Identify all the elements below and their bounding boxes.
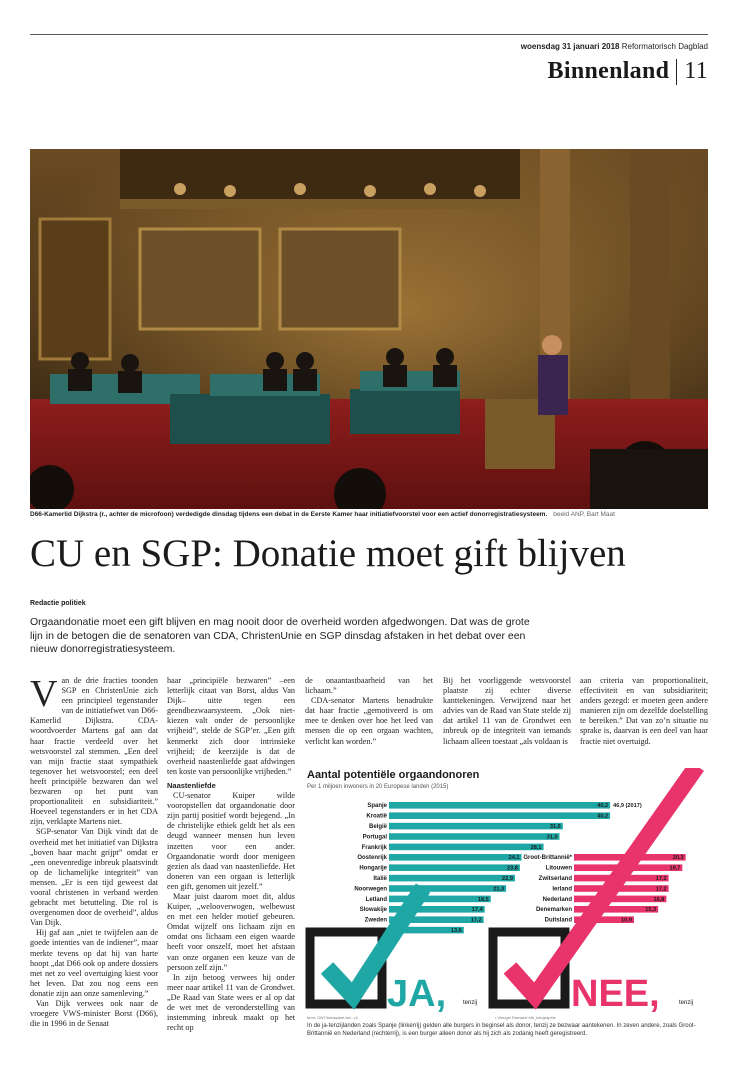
nee-bar-label-6: Denemarken (535, 907, 572, 914)
bar-ja-7 (389, 864, 520, 871)
nee-suffix: tenzij (679, 1000, 694, 1006)
article-column-1 (30, 673, 158, 1029)
annotation-1: 46,9 (2017) (613, 803, 642, 810)
source-left: bron: ONT/transplant.be/...nl (307, 1015, 358, 1020)
bar-label-12: Zweden (364, 917, 387, 924)
bar-value-7: 23,8 (507, 865, 518, 872)
article-column-5 (580, 676, 708, 747)
chart-subtitle: Per 1 miljoen inwoners in 20 Europese landen (2015) (307, 784, 449, 790)
subheading: Naastenliefde (167, 780, 216, 790)
nee-bar-value-6: 15,3 (645, 907, 657, 914)
infographic-svg (305, 768, 708, 1058)
bar-value-2: 40,2 (597, 813, 609, 820)
bar-ja-1 (389, 802, 610, 809)
nee-bar-value-7: 10,9 (621, 917, 632, 924)
bar-label-3: België (368, 824, 387, 830)
ja-suffix: tenzij (463, 1000, 478, 1006)
bar-value-12: 17,2 (470, 917, 482, 924)
photo-credit: beeld ANP, Bart Maat (553, 511, 615, 518)
bar-ja-6 (389, 854, 522, 861)
bar-label-7: Hongarije (359, 865, 387, 872)
ja-label: JA, (387, 973, 447, 1015)
section-name: Binnenland (547, 58, 670, 84)
section-header (548, 58, 708, 85)
nee-bar-label-5: Nederland (542, 896, 572, 903)
col1-paragraph-4: Van Dijk verwees ook naar de vroegere VWS-minister Borst (D66), die in 1996 in de Senaat (30, 999, 158, 1029)
nee-bar-label-1: Groot-Brittannië* (523, 855, 572, 862)
nee-bar-value-5: 16,8 (653, 896, 665, 903)
bar-value-9: 21,3 (493, 886, 505, 893)
nee-bar-label-7: Duitsland (544, 917, 572, 924)
bar-ja-10 (389, 896, 491, 903)
col3-paragraph-1: de onaantastbaarheid van het lichaam.” (305, 676, 433, 696)
col2-paragraph-3: Maar juist daarom moet dit, aldus Kuiper, „welooverwogen, welbewust en met een helder motief gebeuren. Omdat wijzelf ons lichaam zijn en omdat ons lichaam een eigen waarde heeft voor onszelf, moet het afstaan van onze organen een keuze van de persoon zelf zijn.” (167, 891, 295, 972)
bar-value-8: 22,9 (502, 876, 513, 882)
article-column-4 (443, 676, 571, 747)
bar-label-8: Italië (373, 876, 387, 882)
bar-ja-8 (389, 875, 515, 882)
bar-ja-2 (389, 812, 610, 819)
bar-ja-3 (389, 823, 563, 830)
bar-label-13: Polen (370, 928, 387, 934)
nee-bar-value-1: 20,3 (672, 855, 684, 862)
chart-footnote: In de ja-tenzijlanden zoals Spanje (linkerrij) gelden alle burgers in beginsel als donor, tenzij ze bezwaar aantekenen. In zeven andere, zoals Groot-Brittannië en Nederland (rechterrij), is een burger alleen donor als hij zich als zodanig heeft geregistreerd. (307, 1023, 696, 1037)
drop-cap: V (30, 673, 58, 715)
bar-value-3: 31,6 (549, 824, 561, 830)
bar-value-5: 28,1 (530, 844, 542, 851)
bar-label-5: Frankrijk (361, 844, 387, 851)
article-intro: Orgaandonatie moet een gift blijven en mag nooit door de overheid worden afgedwongen. Dat was de grote lijn in de betogen die de senatoren van CDA, ChristenUnie en SGP dinsdag afstaken in het debat over een nieuw donorregistratiesysteem. (30, 616, 530, 656)
bar-ja-4 (389, 833, 560, 840)
col2-paragraph-4: In zijn betoog verwees hij onder meer naar artikel 11 van de Grondwet. „De Raad van State wees er al op dat de wet met de veronderstelling van instemming inbreuk maakt op het recht op (167, 972, 295, 1033)
source-right: • Vleugel Ramaert /dh_infographic (495, 1015, 556, 1020)
page-number: 11 (684, 58, 708, 84)
article-column-3 (305, 676, 433, 747)
senate-debate-photo (30, 149, 708, 509)
bar-label-9: Noorwegen (354, 886, 387, 893)
nee-bar-label-4: Ierland (552, 886, 572, 893)
col2-paragraph-2: CU-senator Kuiper wilde vooropstellen dat orgaandonatie door zijn partij positief wordt bejegend. „In de christelijke ethiek geldt het als een deugd wanneer mensen hun leven inzetten voor een ander. Orgaandonatie wordt door menigeen gezien als daad van naastenliefde. Het doneren van een orgaan is letterlijk een gift, genomen uit jezelf.” (167, 791, 295, 891)
section-divider (676, 59, 677, 85)
bar-label-2: Kroatië (366, 813, 387, 820)
bar-value-1: 40,2 (597, 803, 609, 810)
bar-label-1: Spanje (367, 803, 387, 810)
col3-paragraph-2: CDA-senator Martens benadrukte dat haar fractie „gemotiveerd is om mee te denken over hoe het leed van mensen die op een orgaan wachten, verlicht kan worden.” (305, 696, 433, 746)
article-headline: CU en SGP: Donatie moet gift blijven (30, 532, 626, 575)
bar-value-10: 18,5 (477, 896, 489, 903)
organ-donor-infographic (305, 768, 708, 1058)
bar-value-4: 31,0 (546, 834, 558, 841)
newspaper-name: Reformatorisch Dagblad (621, 42, 708, 51)
nee-label: NEE, (571, 973, 660, 1015)
bar-label-11: Slowakije (359, 907, 387, 914)
bar-value-11: 17,4 (471, 907, 483, 914)
bar-value-13: 13,6 (450, 928, 462, 934)
bar-value-6: 24,1 (508, 855, 520, 862)
nee-bar-value-2: 19,7 (669, 865, 681, 872)
col1-paragraph-1: an de drie fracties toonden SGP en ChristenUnie zich een principieel tegenstander van de initiatiefwet van D66-Kamerlid Dijkstra. CDA-woordvoerder Martens gaf aan dat haar fractie verdeeld over het wetsvoorstel zal stemmen. „Een deel van mijn fractie staat sympathiek tegenover het wetsvoorstel; een deel heeft principiële bezwaren dan wel bezwaren op het punt van proportionaliteit en subsidiariteit.” Hoeveel tegenstanders er in het CDA zijn, verklapte Martens niet. (30, 676, 158, 827)
col5-paragraph-1: aan criteria van proportionaliteit, effectiviteit en van subsidiariteit; anders gezegd: er moeten geen andere manieren zijn om dezelfde doelstelling te bereiken.” Dat van zo’n situatie nu sprake is, daarvan is een deel van haar fractie niet overtuigd. (580, 676, 708, 746)
article-byline: Redactie politiek (30, 600, 86, 607)
article-column-2 (167, 676, 295, 1033)
photo-caption (30, 511, 708, 518)
col2-paragraph-1: haar „principiële bezwaren” –een letterlijk citaat van Borst, aldus Van Dijk– uitte tegen een geendbezwaarsysteem. „Ook niet-kiezen valt onder de persoonlijke vrijheid”, stelde de SGP’er. „Een gift kenmerkt zich door intrinsieke vrijheid; de keerzijde is dat de overheid naastenliefde gaat afdwingen ten koste van persoonlijke vrijheden.” (167, 676, 295, 776)
top-rule (30, 34, 708, 35)
chart-title: Aantal potentiële orgaandonoren (307, 769, 480, 781)
col1-paragraph-3: Hij gaf aan „niet te twijfelen aan de goede intenties van de indiener”, maar merkte tevens op dat hij van harte hoopt „dat D66 ook op andere dossiers met net zo veel overtuiging kiest voor het leven. Dat zou nog eens een donatie zijn aan onze samenleving.” (30, 928, 158, 998)
bar-ja-5 (389, 844, 544, 851)
bar-label-10: Letland (365, 896, 387, 903)
nee-bar-value-3: 17,2 (655, 876, 667, 882)
nee-bar-label-2: Litouwen (545, 865, 572, 872)
photo-illustration (30, 149, 708, 509)
issue-date: woensdag 31 januari 2018 (520, 42, 620, 51)
col4-paragraph-1: Bij het voorliggende wetsvoorstel plaatste zij echter diverse kanttekeningen. Verwijzend naar het advies van de Raad van State stelde zij dat artikel 11 van de Grondwet een inbreuk op de integriteit van iemands lichaam alleen toestaat „als voldaan is (443, 676, 571, 746)
col1-paragraph-2: SGP-senator Van Dijk vindt dat de overheid met het initiatief van Dijkstra „boven haar macht grijpt” omdat er „een onevenredige inbreuk plaatsvindt op de lichamelijke integriteit” van mensen. „Er is een tijd geweest dat vooral christenen in verband werden gebracht met betutteling. Die rol is overgenomen door de overheid”, aldus Van Dijk. (30, 827, 158, 928)
caption-text: D66-Kamerlid Dijkstra (r., achter de microfoon) verdedigde dinsdag tijdens een debat in de Eerste Kamer haar initiatiefvoorstel voor een actief donorregistratiesysteem. (30, 511, 548, 518)
nee-bar-value-4: 17,2 (655, 886, 667, 893)
bar-ja-9 (389, 885, 506, 892)
nee-bar-label-3: Zwitserland (538, 876, 572, 882)
dateline (521, 42, 708, 51)
bar-label-6: Oostenrijk (357, 855, 387, 862)
bar-label-4: Portugal (362, 834, 387, 841)
